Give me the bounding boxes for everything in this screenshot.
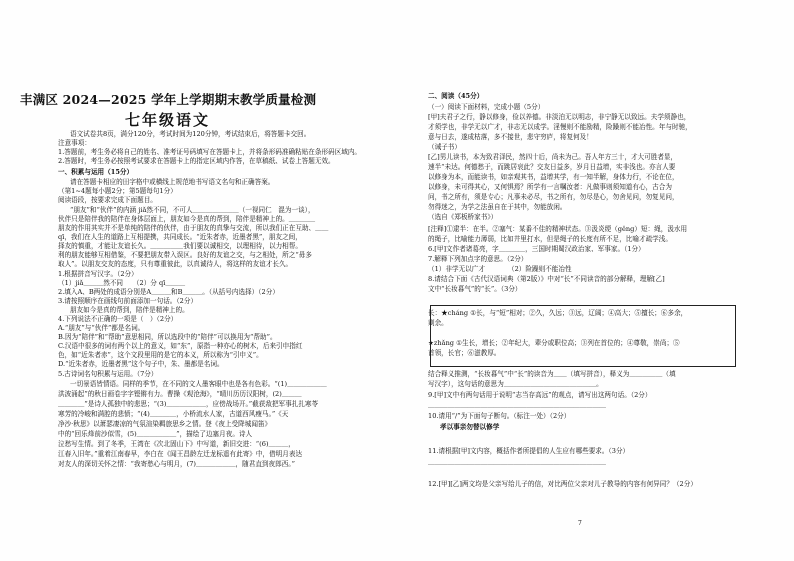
text-line: 以修身为本，而能读书，如亲观其书，益增其学，有一知半解，身体力行，不论在位， [428, 173, 679, 181]
text-line: 5.古诗词名句积累与运用。（7分） [58, 370, 158, 378]
text-line: 一、积累与运用（15分） [58, 168, 134, 176]
text-line: （一）阅读下面材料，完成小题（5分） [428, 103, 545, 111]
text-line: ＿＿＿＿＿＿＿＿＿＿＿＿＿＿＿＿＿＿＿＿＿＿＿＿＿＿＿ [428, 458, 607, 466]
text-line: qī，我们在人生的道路上互相提携，共同成长。“近朱者赤，近墨者黑”，朋友之间， [58, 233, 302, 241]
dictionary-box [430, 305, 736, 367]
page-number: 7 [578, 520, 582, 527]
text-line: 2.填入A、B两处的成语分别是A＿＿＿和B＿＿＿。（从括号内选择）（2分） [58, 288, 279, 296]
text-line: 语文试卷共8页，满分120分，考试时间为120分钟，考试结束后，将答题卡交回。 [70, 130, 311, 138]
text-line: 取人”。以朋友交友的态度，只有尊重彼此，以真诚待人，将这样的友谊才长久。 [58, 260, 293, 268]
text-line: 朋友如今是真的帮到，陪伴是精神上的。 [70, 306, 189, 314]
text-line: 6.[甲]文作者诸葛亮，字＿＿＿＿，三国时期蜀汉政治家、军事家。（1分） [428, 245, 645, 253]
text-line: （第1~4题每小题2分；第5题每句1分） [58, 187, 177, 195]
text-line: 12.[甲][乙]两文均是父亲写给儿子的信，对比两位父亲对儿子教导的内容有何异同？（2分） [428, 480, 697, 488]
text-line: 2.答题时，考生务必按照考试要求在答题卡上的指定区域内作答，在草稿纸、试卷上答题无效。 [58, 157, 335, 165]
text-line: 的绳子，比喻能力薄弱，比如井里打水，但是绳子的长度有所不足，比喻才疏学浅。 [428, 235, 672, 243]
text-line: 长：★cháng ①长，与“短”相对；②久，久远；③远，辽阔；④高大；⑤擅长；⑥多余， [428, 309, 688, 317]
text-line: 以修身，未可得其心，又何惧焉？所学有一言嘱汝者：凡做事则须知道有心，古合为 [428, 183, 672, 191]
text-line: （诫子书） [428, 143, 461, 151]
text-line: 寒芳的冷峻和满腔的悲愤；“(4)＿＿＿＿，小桥流水人家，古道西风瘦马。”《天 [58, 410, 289, 418]
text-line: B.因为“陪伴”和“帮助”意思相同，所以选段中的“陪伴”可以换用为“帮助”。 [58, 333, 277, 341]
text-line: 中的“回乐烽前沙似雪，(5)＿＿＿＿＿＿”，描绘了边塞月夜。诗人 [58, 430, 253, 438]
text-line: 速半“未达。何德愁于，而跳居哀此？交友日益多，岁月日益增，实非浅也。亦言人要 [428, 163, 676, 171]
text-line: 伙伴只是陪伴我的陪伴在身体层面上，朋友如今是真的帮到，陪伴是精神上的。＿＿＿＿ [58, 215, 316, 223]
text-line: 首领，长官；⑥滋教厚。 [428, 349, 501, 357]
text-line: 8.请结合下面《古代汉语词典（第2版）》中对“长”不同读音的部分解释，理解[乙] [428, 275, 665, 283]
text-line: 色，如“近朱者赤”，这个文段里用的是它的本义，所以称为“引申义”。 [58, 351, 263, 359]
text-line: ＿＿＿＿＿＿＿＿＿＿＿＿＿＿＿＿＿＿＿＿＿＿＿＿＿＿＿ [428, 401, 607, 409]
text-line: A.“朋友”与“伙伴”都是名词。 [58, 324, 145, 332]
text-line: 孝以事亲勿替以修学 [440, 423, 500, 431]
right-column [428, 0, 746, 561]
text-line: C.汉语中很多的词有两个以上的意义，如“东”，原指一种亦心的树木，后来引申指红 [58, 342, 303, 350]
text-line: （1）非学无以广才 （2）险躁则不能冶性 [428, 265, 572, 273]
text-line: 11.请根据[甲]文内容，概括作者所提倡的人生应有哪些要求。（3分） [428, 447, 630, 455]
exam-subtitle: 七年级语文 [125, 111, 211, 129]
text-line: 利的朋友能够互相借鉴，不要把朋友带入误区。良好的友谊之交，与之相处，所之“毋多 [58, 251, 312, 259]
text-line: （1）jiǎ＿＿＿然不同 （2）分 qī＿＿＿ [58, 279, 186, 287]
text-line: 二、阅读（45分） [428, 92, 484, 100]
text-line: 择友的慎重，才能让友谊长久。＿＿＿＿＿我们要以诚相交，以理相待，以力相帮。 [58, 242, 302, 250]
text-line: 4.下列说法不正确的一项是（ ）（2分） [58, 315, 178, 323]
text-line: 结合释义推测，“长妆暮气”中“长”的读音为＿＿（填写拼音），释义为＿＿＿＿＿（填 [428, 370, 676, 378]
text-line: 文中“长妆暮气”的“长”。（3分） [428, 285, 522, 293]
text-line: 注意事项： [58, 139, 91, 147]
text-line: 一切景语皆情语。同样的季节，在不同的文人墨客眼中也是各有色彩。“(1)＿＿＿＿＿＿ [70, 380, 327, 388]
text-line: 10.请用“/”为下面句子断句。（标注一处）（2分） [428, 412, 571, 420]
text-line: 问，书之所有，须是专心；凡事未必尽，书之所有，勿尽是心，勿舍见问，勿复见问， [428, 193, 679, 201]
text-line: 朋友的作用其实并不是单纯的陪伴的伙伴，由于朋友的真挚与交流，所以我们正在互助、＿＿ [58, 224, 329, 232]
text-line: 7.解释下列加点字的意思。（2分） [428, 255, 528, 263]
text-line: D.“近朱者赤，近墨者黑”这个句子中，朱、墨都是名词。 [58, 360, 224, 368]
text-line: 对友人的深切关怀之情：“我寄愁心与明月，(7)＿＿＿＿＿＿，随君直到夜郎西。” [58, 460, 295, 468]
text-line: 意与日去，遂成枯落，多不接世，悲守穷庐，将复何及！ [428, 133, 593, 141]
exam-title: 丰满区 2024—2025 学年上学期期末教学质量检测 [20, 92, 317, 107]
text-line: 请在答题卡相应的田字格中或横线上规范地书写语文名句和正确答案。 [70, 178, 275, 186]
text-line: [甲]夫君子之行，静以修身，俭以养德。非淡泊无以明志，非宁静无以致远。夫学须静也， [428, 113, 691, 121]
text-line: “朋友”和“伙伴”的内涵 jiǎ然不同，不可人＿＿＿＿＿＿＿（一视同仁 混为一谈）， [70, 206, 315, 214]
text-line: ★zhǎng ①生长，增长；②年纪大，辈分或职位高；③列在首位的；④尊敬，崇尚；⑤ [428, 339, 680, 347]
text-line: 江春入旧年。”重着江南春早，李白在《闻王昌龄左迁龙标遥有此寄》中，借明月表达 [58, 450, 303, 458]
text-line: 1.答题前，考生务必将自己的姓名、准考证号码填写在答题卡上，并将条形码准确粘贴在条形码区域内。 [58, 148, 362, 156]
text-line: 泣愁写生情。到了冬季，王湾在《次北固山下》中写道，新旧交进：“(6)＿＿＿， [58, 440, 295, 448]
text-line: 3.请按照顺序在画线句前面添加一句话。（2分） [58, 297, 198, 305]
text-line: 9.[甲]文中有两句话用于说明“志当存高远”的观点，请写出这两句话。（2分） [428, 391, 652, 399]
text-line: [注释]①逮半：在半。②塞气：某番不佳的精神状态。③汲炎绠（gěng）短：绳，汲水用 [428, 225, 688, 233]
text-line: （选自《郑板桥家书》） [428, 213, 498, 221]
text-line: 净沙·秋思》以萧瑟凄凉的气氛渲染羁旅思乡之情。登《夜上受降城闻笛》 [58, 420, 272, 428]
left-column [58, 0, 403, 561]
text-line: 写汉字），这句话的意思为＿＿＿＿＿＿＿＿＿＿＿＿＿＿。 [428, 380, 603, 388]
text-line: ＿＿＿＿”是诗人孤独中的悲思；“(3)＿＿＿＿＿＿，应傍战场开。”截获敌把军事扎扎寒苓 [58, 400, 319, 408]
text-line: 才须学也，非学无以广才，非志无以成学。淫慢则不能励精，险躁则不能冶性。年与时驰， [428, 123, 692, 131]
text-line: 1.根据拼音写汉字。（2分） [58, 270, 138, 278]
text-line: [乙]男儿读书，本为致君泽民，然四十后，尚未为己。吾人年方三十，才大可胜者显， [428, 153, 678, 161]
text-line: 剩余。 [428, 319, 448, 327]
text-line: 洪波涌起”的秋日画卷字字铿锵有力。曹操《观沧海》，“晴川历历汉阳树，(2)＿＿＿ [58, 390, 302, 398]
text-line: 阅读语段，按要求完成下面题目。 [58, 196, 157, 204]
text-line: 勿得迷之，为学之法虽自在于其中，勿能放闲。 [428, 203, 567, 211]
